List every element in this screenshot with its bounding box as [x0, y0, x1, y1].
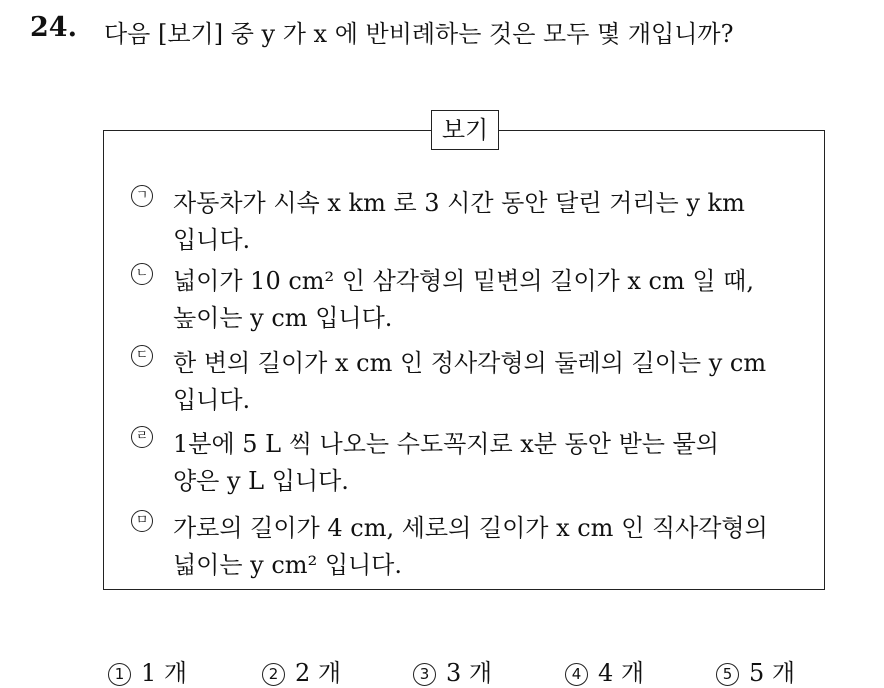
item-text-line-2: 넓이는 y cm² 입니다.: [173, 551, 402, 579]
choice-5[interactable]: [716, 653, 795, 688]
item-text-line-2: 입니다.: [173, 386, 251, 414]
item-text-line-1: 한 변의 길이가 x cm 인 정사각형의 둘레의 길이는 y cm: [173, 349, 767, 377]
item-text-line-1: 1분에 5 L 씩 나오는 수도꼭지로 x분 동안 받는 물의: [173, 430, 719, 458]
item-marker: ㄹ: [131, 426, 153, 448]
choice-3[interactable]: [413, 653, 492, 688]
item-marker: ㄱ: [131, 185, 153, 207]
item-text-line-1: 가로의 길이가 4 cm, 세로의 길이가 x cm 인 직사각형의: [173, 514, 768, 542]
choice-4[interactable]: [565, 653, 644, 688]
item-text-line-1: 넓이가 10 cm² 인 삼각형의 밑변의 길이가 x cm 일 때,: [173, 267, 754, 295]
choice-label: 3 개: [446, 659, 493, 687]
choice-2[interactable]: [262, 653, 341, 688]
item-text-line-2: 입니다.: [173, 226, 251, 254]
item-marker: ㅁ: [131, 510, 153, 532]
question-number: 24.: [30, 12, 77, 43]
choice-number: 5: [716, 663, 739, 686]
item-marker: ㄷ: [131, 345, 153, 367]
item-marker: ㄴ: [131, 263, 153, 285]
choice-number: 4: [565, 663, 588, 686]
item-text-line-1: 자동차가 시속 x km 로 3 시간 동안 달린 거리는 y km: [173, 189, 745, 217]
choice-number: 3: [413, 663, 436, 686]
choice-label: 5 개: [749, 659, 796, 687]
answer-choices: [0, 653, 884, 685]
choice-number: 1: [108, 663, 131, 686]
choice-label: 4 개: [598, 659, 645, 687]
question-text: 다음 [보기] 중 y 가 x 에 반비례하는 것은 모두 몇 개입니까?: [104, 20, 734, 48]
choice-number: 2: [262, 663, 285, 686]
item-text-line-2: 양은 y L 입니다.: [173, 467, 349, 495]
choice-label: 1 개: [141, 659, 188, 687]
item-text-line-2: 높이는 y cm 입니다.: [173, 304, 393, 332]
example-box-title: 보기: [431, 110, 499, 150]
choice-label: 2 개: [295, 659, 342, 687]
choice-1[interactable]: [108, 653, 187, 688]
